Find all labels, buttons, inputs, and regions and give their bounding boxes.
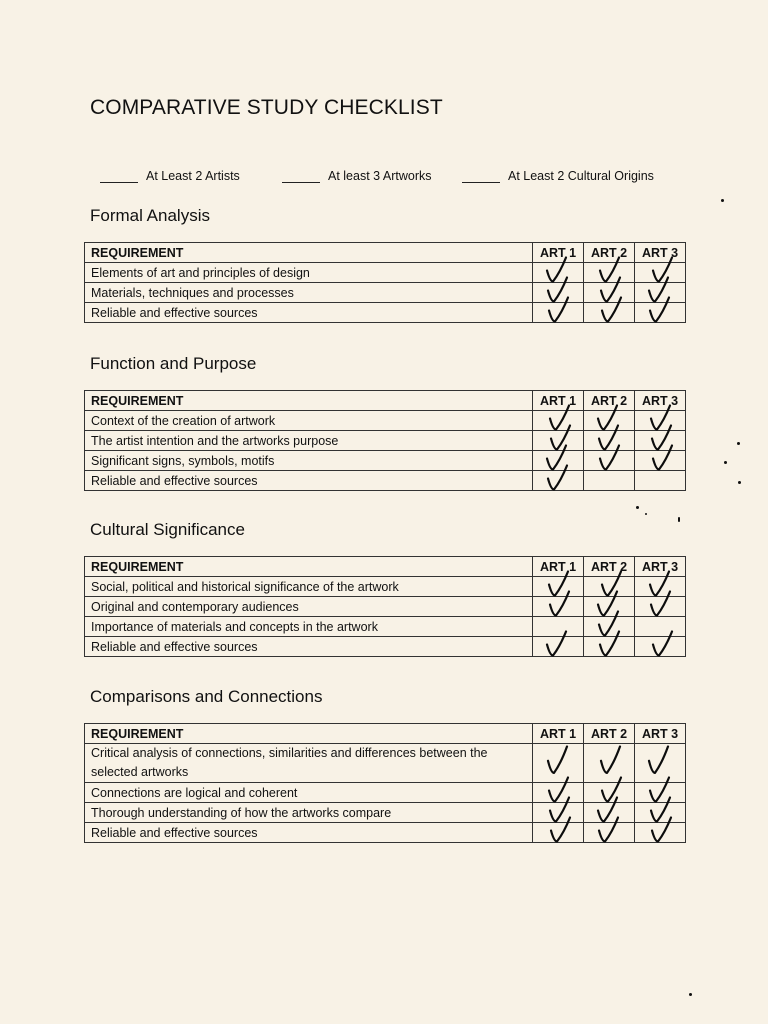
table-row xyxy=(85,744,686,783)
art-3-header: ART 3 xyxy=(635,724,686,744)
table-row xyxy=(85,823,686,843)
pen-dot xyxy=(724,461,727,464)
art-3-header: ART 3 xyxy=(635,391,686,411)
table-row xyxy=(85,431,686,451)
checklist-table-formal-analysis xyxy=(84,242,686,323)
art-2-check-cell[interactable] xyxy=(584,783,635,803)
requirement-text: Original and contemporary audiences xyxy=(85,597,533,617)
art-3-check-cell[interactable] xyxy=(635,263,686,283)
table-header-row xyxy=(85,557,686,577)
criterion-blank[interactable] xyxy=(462,168,500,183)
table-header-row xyxy=(85,243,686,263)
art-2-check-cell[interactable] xyxy=(584,597,635,617)
art-3-check-cell[interactable] xyxy=(635,783,686,803)
requirement-text: Critical analysis of connections, similarities and differences between the selected artworks xyxy=(85,744,533,783)
table-row xyxy=(85,283,686,303)
table-row xyxy=(85,597,686,617)
pen-dot xyxy=(678,517,680,522)
art-1-header: ART 1 xyxy=(533,724,584,744)
art-3-check-cell[interactable] xyxy=(635,303,686,323)
table-row xyxy=(85,471,686,491)
requirement-text: Context of the creation of artwork xyxy=(85,411,533,431)
art-1-check-cell[interactable] xyxy=(533,823,584,843)
art-3-check-cell[interactable] xyxy=(635,803,686,823)
art-3-header: ART 3 xyxy=(635,243,686,263)
art-1-check-cell[interactable] xyxy=(533,597,584,617)
art-1-check-cell[interactable] xyxy=(533,577,584,597)
art-1-check-cell[interactable] xyxy=(533,431,584,451)
table-row xyxy=(85,803,686,823)
section-heading-formal-analysis: Formal Analysis xyxy=(90,206,210,225)
art-2-header: ART 2 xyxy=(584,557,635,577)
section-heading-cultural-significance: Cultural Significance xyxy=(90,520,245,539)
art-1-check-cell[interactable] xyxy=(533,637,584,657)
requirement-header: REQUIREMENT xyxy=(85,724,533,744)
pen-dot xyxy=(636,506,639,509)
requirement-text: Significant signs, symbols, motifs xyxy=(85,451,533,471)
table-header-row xyxy=(85,724,686,744)
art-3-check-cell[interactable] xyxy=(635,744,686,783)
table-row xyxy=(85,783,686,803)
requirement-text: Thorough understanding of how the artworks compare xyxy=(85,803,533,823)
art-1-header: ART 1 xyxy=(533,557,584,577)
requirement-text: Reliable and effective sources xyxy=(85,823,533,843)
art-1-check-cell[interactable] xyxy=(533,744,584,783)
art-2-check-cell[interactable] xyxy=(584,411,635,431)
requirement-text: Connections are logical and coherent xyxy=(85,783,533,803)
art-2-check-cell[interactable] xyxy=(584,263,635,283)
section-heading-function-and-purpose: Function and Purpose xyxy=(90,354,257,373)
criterion-blank[interactable] xyxy=(282,168,320,183)
art-1-check-cell[interactable] xyxy=(533,263,584,283)
art-3-check-cell[interactable] xyxy=(635,823,686,843)
art-2-header: ART 2 xyxy=(584,391,635,411)
page-title: COMPARATIVE STUDY CHECKLIST xyxy=(90,96,443,119)
requirement-text: Materials, techniques and processes xyxy=(85,283,533,303)
requirement-header: REQUIREMENT xyxy=(85,391,533,411)
art-2-check-cell[interactable] xyxy=(584,451,635,471)
art-3-check-cell[interactable] xyxy=(635,431,686,451)
art-3-check-cell[interactable] xyxy=(635,637,686,657)
criterion-blank[interactable] xyxy=(100,168,138,183)
criterion-artworks xyxy=(282,168,432,183)
table-header-row xyxy=(85,391,686,411)
requirement-header: REQUIREMENT xyxy=(85,557,533,577)
table-row xyxy=(85,577,686,597)
art-1-check-cell[interactable] xyxy=(533,451,584,471)
art-1-check-cell[interactable] xyxy=(533,471,584,491)
art-2-check-cell[interactable] xyxy=(584,823,635,843)
section-heading-comparisons-and-connections: Comparisons and Connections xyxy=(90,687,323,706)
criterion-cultural-origins xyxy=(462,168,654,183)
art-1-check-cell[interactable] xyxy=(533,803,584,823)
pen-dot xyxy=(645,513,647,515)
art-1-check-cell[interactable] xyxy=(533,617,584,637)
table-row xyxy=(85,411,686,431)
art-3-check-cell[interactable] xyxy=(635,597,686,617)
requirement-text: The artist intention and the artworks purpose xyxy=(85,431,533,451)
table-row xyxy=(85,263,686,283)
art-2-header: ART 2 xyxy=(584,724,635,744)
checklist-table-cultural-significance xyxy=(84,556,686,657)
requirement-header: REQUIREMENT xyxy=(85,243,533,263)
art-3-check-cell[interactable] xyxy=(635,451,686,471)
criterion-label: At Least 2 Artists xyxy=(146,169,240,183)
requirement-text: Reliable and effective sources xyxy=(85,471,533,491)
art-2-check-cell[interactable] xyxy=(584,577,635,597)
art-1-check-cell[interactable] xyxy=(533,303,584,323)
requirement-text: Reliable and effective sources xyxy=(85,303,533,323)
requirement-text: Social, political and historical significance of the artwork xyxy=(85,577,533,597)
art-3-check-cell[interactable] xyxy=(635,283,686,303)
art-1-header: ART 1 xyxy=(533,391,584,411)
art-2-check-cell[interactable] xyxy=(584,617,635,637)
requirement-text: Reliable and effective sources xyxy=(85,637,533,657)
art-3-check-cell[interactable] xyxy=(635,471,686,491)
art-3-check-cell[interactable] xyxy=(635,411,686,431)
art-3-header: ART 3 xyxy=(635,557,686,577)
art-2-check-cell[interactable] xyxy=(584,303,635,323)
criteria-line xyxy=(100,168,700,186)
table-row xyxy=(85,637,686,657)
pen-dot xyxy=(689,993,692,996)
criterion-label: At Least 2 Cultural Origins xyxy=(508,169,654,183)
art-2-check-cell[interactable] xyxy=(584,803,635,823)
pen-dot xyxy=(738,481,741,484)
art-2-check-cell[interactable] xyxy=(584,283,635,303)
art-2-check-cell[interactable] xyxy=(584,431,635,451)
table-row xyxy=(85,451,686,471)
art-3-check-cell[interactable] xyxy=(635,577,686,597)
criterion-artists xyxy=(100,168,240,183)
table-row xyxy=(85,303,686,323)
table-row xyxy=(85,617,686,637)
art-2-check-cell[interactable] xyxy=(584,471,635,491)
checklist-table-comparisons-and-connections xyxy=(84,723,686,843)
pen-dot xyxy=(721,199,724,202)
art-1-check-cell[interactable] xyxy=(533,783,584,803)
checklist-table-function-and-purpose xyxy=(84,390,686,491)
art-2-check-cell[interactable] xyxy=(584,637,635,657)
requirement-text: Importance of materials and concepts in the artwork xyxy=(85,617,533,637)
requirement-text: Elements of art and principles of design xyxy=(85,263,533,283)
art-2-check-cell[interactable] xyxy=(584,744,635,783)
art-1-check-cell[interactable] xyxy=(533,411,584,431)
art-3-check-cell[interactable] xyxy=(635,617,686,637)
art-1-header: ART 1 xyxy=(533,243,584,263)
art-1-check-cell[interactable] xyxy=(533,283,584,303)
art-2-header: ART 2 xyxy=(584,243,635,263)
criterion-label: At least 3 Artworks xyxy=(328,169,432,183)
pen-dot xyxy=(737,442,740,445)
